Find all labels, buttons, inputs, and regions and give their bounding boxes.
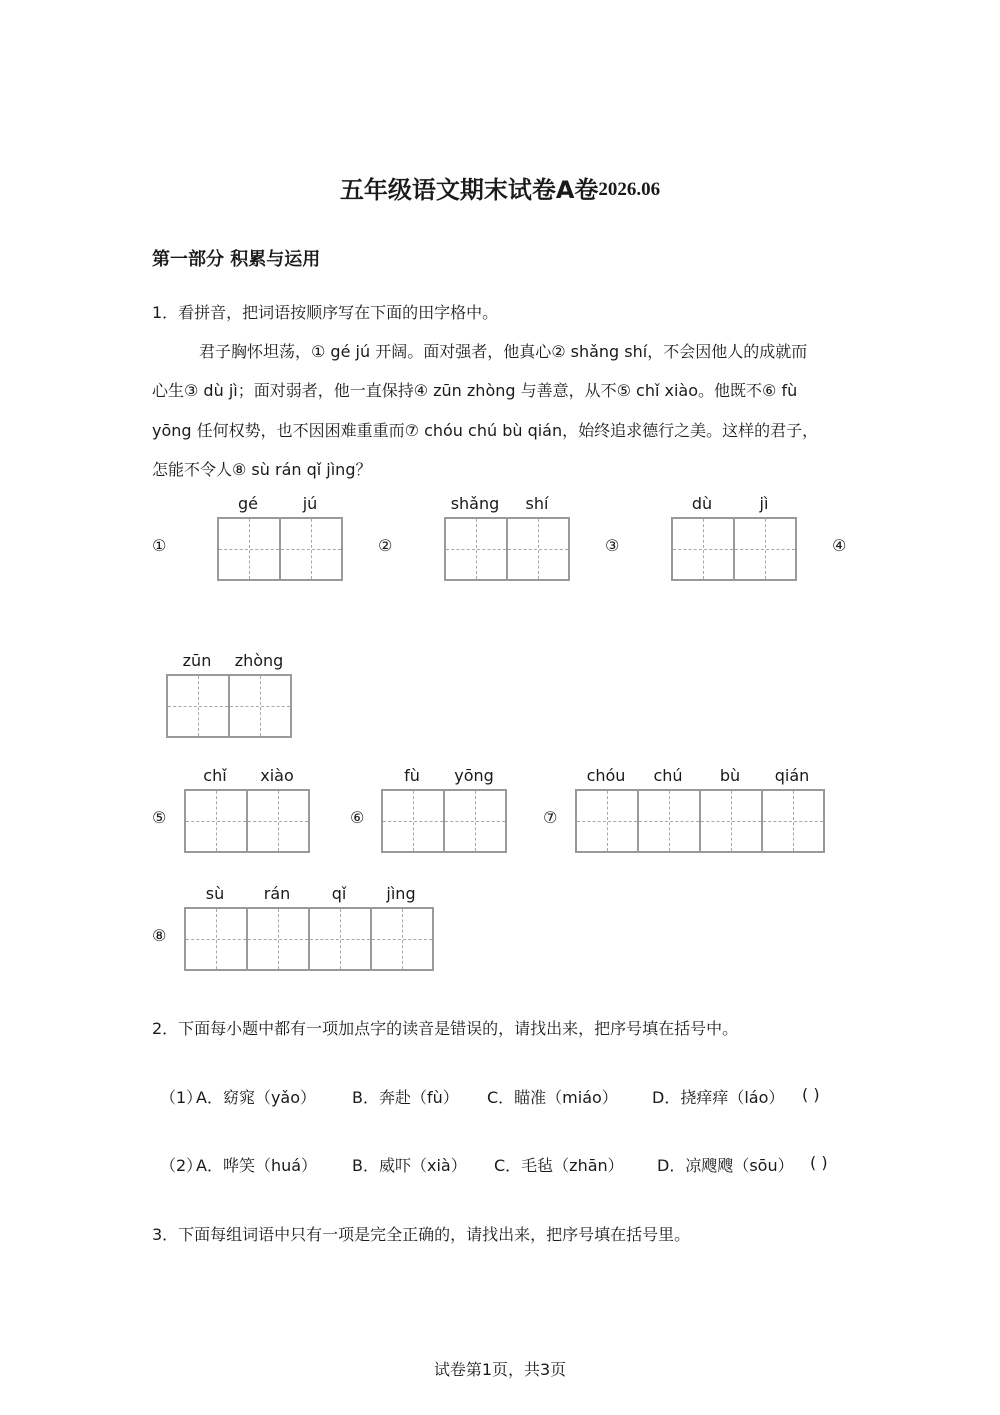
pinyin-label: gé	[238, 494, 258, 513]
option-c: C．毛毡（zhān）	[494, 1156, 624, 1175]
tianzige-cell[interactable]	[446, 519, 506, 579]
group-index: ②	[378, 536, 393, 555]
pinyin-label: xiào	[260, 766, 294, 785]
q1-passage-line-3: yōng 任何权势，也不因困难重重而⑦ chóu chú bù qián，始终追求德行之美。这样的君子，	[152, 421, 819, 440]
q2-prompt: 2．下面每小题中都有一项加点字的读音是错误的，请找出来，把序号填在括号中。	[152, 1019, 739, 1038]
group-index: ③	[605, 536, 620, 555]
group-index: ⑧	[152, 926, 167, 945]
pinyin-label: chú	[653, 766, 683, 785]
q1-passage-line-4: 怎能不令人⑧ sù rán qǐ jìng？	[152, 460, 372, 479]
q2-item-2	[160, 1153, 828, 1176]
q1-passage-line-1: 君子胸怀坦荡，① gé jú 开阔。面对强者，他真心② shǎng shí，不会因他人的成就而	[199, 342, 808, 361]
tianzige-cell[interactable]	[246, 791, 308, 851]
pinyin-label: jì	[759, 494, 769, 513]
title-date: 2026.06	[598, 179, 661, 200]
q2-item-1	[160, 1085, 820, 1108]
tianzige-cell[interactable]	[219, 519, 279, 579]
tianzige-cell[interactable]	[228, 676, 290, 736]
answer-blank[interactable]: ( )	[810, 1153, 828, 1172]
item-number: （2）	[160, 1156, 203, 1175]
title-main: 五年级语文期末试卷A卷	[339, 176, 599, 204]
option-a: A．窈窕（yǎo）	[196, 1088, 317, 1107]
group-index: ④	[832, 536, 847, 555]
tianzige-cell[interactable]	[186, 791, 246, 851]
pinyin-label: shí	[525, 494, 549, 513]
answer-blank[interactable]: ( )	[802, 1085, 820, 1104]
pinyin-label: qǐ	[331, 884, 347, 903]
pinyin-label: dù	[691, 494, 713, 513]
pinyin-label: sù	[205, 884, 225, 903]
pinyin-label: shǎng	[450, 494, 500, 513]
pinyin-label: jú	[302, 494, 318, 513]
group-index: ⑤	[152, 808, 167, 827]
option-b: B．奔赴（fù）	[352, 1088, 459, 1107]
pinyin-label: chóu	[586, 766, 626, 785]
pinyin-label: yōng	[454, 766, 494, 785]
q1-prompt: 1．看拼音，把词语按顺序写在下面的田字格中。	[152, 303, 499, 322]
tianzige-cell[interactable]	[733, 519, 795, 579]
tianzige-cell[interactable]	[308, 909, 370, 969]
tianzige-cell[interactable]	[443, 791, 505, 851]
tianzige-cell[interactable]	[383, 791, 443, 851]
tianzige-cell[interactable]	[577, 791, 637, 851]
pinyin-label: bù	[719, 766, 741, 785]
tianzige-cell[interactable]	[673, 519, 733, 579]
option-d: D．挠痒痒（láo）	[652, 1088, 785, 1107]
option-b: B．威吓（xià）	[352, 1156, 467, 1175]
pinyin-label: zūn	[182, 651, 212, 670]
page-title	[0, 170, 1000, 205]
item-number: （1）	[160, 1088, 203, 1107]
tianzige-cell[interactable]	[506, 519, 568, 579]
pinyin-label: rán	[263, 884, 291, 903]
option-d: D．凉飕飕（sōu）	[657, 1156, 794, 1175]
tianzige-cell[interactable]	[246, 909, 308, 969]
pinyin-label: qián	[774, 766, 810, 785]
pinyin-label: fù	[404, 766, 420, 785]
tianzige-cell[interactable]	[761, 791, 823, 851]
group-index: ⑦	[543, 808, 558, 827]
option-c: C．瞄准（miáo）	[487, 1088, 618, 1107]
q3-prompt: 3．下面每组词语中只有一项是完全正确的，请找出来，把序号填在括号里。	[152, 1225, 691, 1244]
section-heading: 第一部分 积累与运用	[152, 249, 321, 270]
q1-passage-line-2: 心生③ dù jì；面对弱者，他一直保持④ zūn zhòng 与善意，从不⑤ chǐ xiào。他既不⑥ fù	[152, 381, 798, 400]
pinyin-label: chǐ	[203, 766, 227, 785]
option-a: A．哗笑（huá）	[196, 1156, 318, 1175]
group-index: ⑥	[350, 808, 365, 827]
tianzige-cell[interactable]	[168, 676, 228, 736]
tianzige-cell[interactable]	[699, 791, 761, 851]
tianzige-cell[interactable]	[186, 909, 246, 969]
tianzige-cell[interactable]	[637, 791, 699, 851]
page-footer: 试卷第1页，共3页	[433, 1360, 567, 1379]
tianzige-cell[interactable]	[370, 909, 432, 969]
pinyin-label: jìng	[386, 884, 416, 903]
tianzige-cell[interactable]	[279, 519, 341, 579]
group-index: ①	[152, 536, 167, 555]
pinyin-label: zhòng	[234, 651, 284, 670]
